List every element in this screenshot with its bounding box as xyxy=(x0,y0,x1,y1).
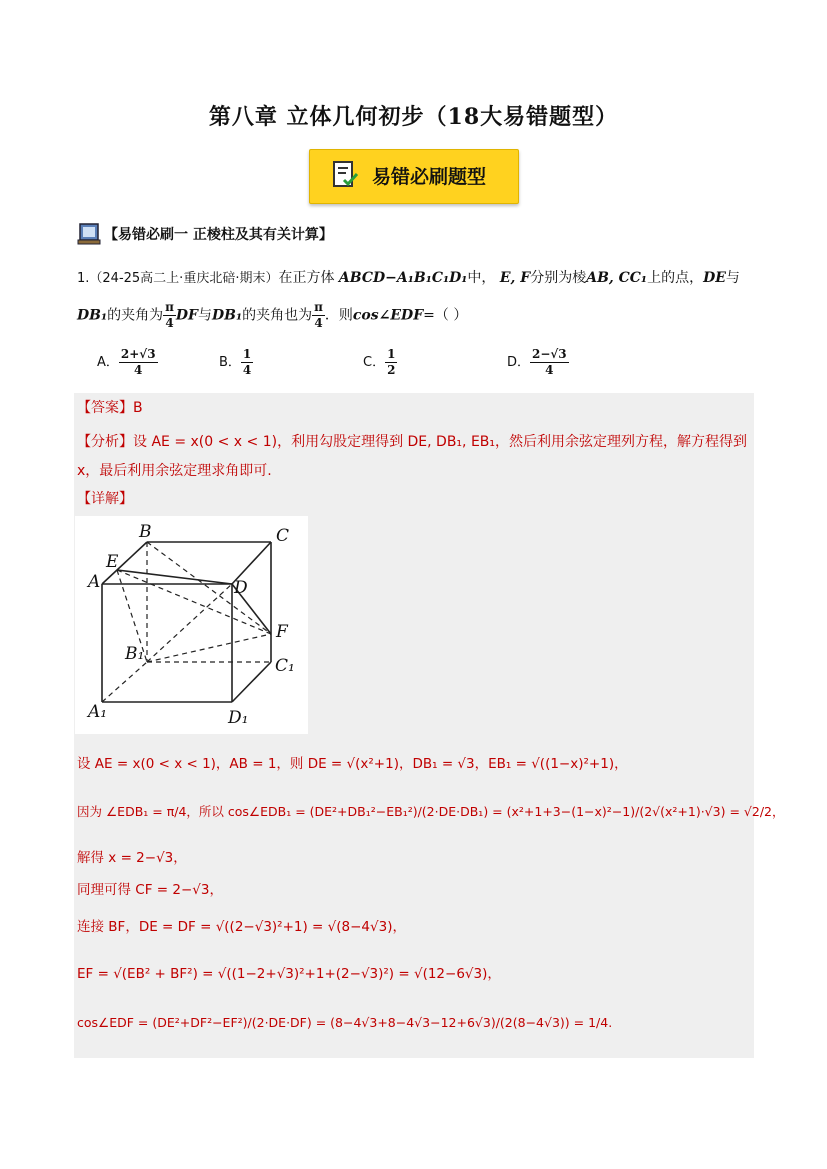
text: ．则 xyxy=(324,307,353,324)
label-a1: A₁ xyxy=(88,702,108,722)
text: 的夹角为 xyxy=(107,307,164,324)
segment-db1: DB₁ xyxy=(212,307,243,324)
text: 在正方体 xyxy=(278,270,335,286)
analysis-block xyxy=(77,428,747,486)
edges: AB, CC₁ xyxy=(586,270,648,286)
cube-name: ABCD−A₁B₁C₁D₁ xyxy=(338,270,468,286)
text: 上的点， xyxy=(647,270,704,286)
label-c: C xyxy=(276,526,290,546)
label-a: A xyxy=(88,572,101,592)
analysis-text-2: x，最后利用余弦定理求角即可. xyxy=(77,463,272,479)
book-icon xyxy=(77,222,103,250)
solution-line-7: cos∠EDF = (DE²+DF²−EF²)/(2·DE·DF) = (8−4√3+8−4√3−12+6√3)/(2(8−4√3)) = 1/4. xyxy=(77,1015,613,1030)
banner-label: 易错必刷题型 xyxy=(372,166,487,188)
fraction-pi-4: $\frac{\pi}{4}$ xyxy=(165,300,174,330)
cos-edf: cos∠EDF xyxy=(352,307,424,324)
text: 与 xyxy=(725,270,740,286)
answer-line xyxy=(77,397,143,417)
label-c1: C₁ xyxy=(275,656,295,676)
solution-line-6: EF = √(EB² + BF²) = √((1−2+√3)²+1+(2−√3)²) = √(12−6√3)， xyxy=(77,966,501,982)
answer-label: 【答案】 xyxy=(77,400,133,416)
points-ef: E, F xyxy=(499,270,531,286)
label-b1: B₁ xyxy=(125,644,145,664)
analysis-text-1: 设 AE = x(0 < x < 1)，利用勾股定理得到 DE, DB₁, EB₁，然后利用余弦定理列方程，解方程得到 xyxy=(133,434,748,450)
text: 分别为棱 xyxy=(530,270,587,286)
page-title: 第八章 立体几何初步（18大易错题型） xyxy=(208,104,619,130)
fraction-pi-4: $\frac{\pi}{4}$ xyxy=(314,300,323,330)
option-a[interactable]: A． $\frac{2+√3}{4}$ xyxy=(97,347,156,377)
segment-df: DF xyxy=(175,307,198,324)
segment-db1: DB₁ xyxy=(77,307,108,324)
label-b: B xyxy=(139,522,152,542)
checklist-icon xyxy=(332,160,360,194)
text: =（ ） xyxy=(423,307,468,324)
solution-line-3: 解得 x = 2−√3， xyxy=(77,850,187,866)
cube-figure xyxy=(75,516,308,734)
solution-line-5: 连接 BF，DE = DF = √((2−√3)²+1) = √(8−4√3)， xyxy=(77,919,406,935)
text: 的夹角也为 xyxy=(242,307,313,324)
detail-label: 【详解】 xyxy=(77,491,133,507)
text: 与 xyxy=(198,307,212,324)
text: 中， xyxy=(467,270,496,286)
solution-line-2: 因为 ∠EDB₁ = π/4，所以 cos∠EDB₁ = (DE²+DB₁²−EB₁²)/(2·DE·DB₁) = (x²+1+3−(1−x)²−1)/(2√(x²+1)·√3) = √2/2， xyxy=(77,804,785,819)
segment-de: DE xyxy=(703,270,726,286)
option-c[interactable]: C． $\frac{1}{2}$ xyxy=(363,347,396,377)
option-b[interactable]: B． $\frac{1}{4}$ xyxy=(219,347,252,377)
solution-line-4: 同理可得 CF = 2−√3， xyxy=(77,882,223,898)
answer-value: B xyxy=(133,400,143,416)
section-banner xyxy=(309,149,519,204)
question-number: 1. xyxy=(77,271,90,286)
section-title: 【易错必刷一 正棱柱及其有关计算】 xyxy=(104,227,333,243)
question-source: （24-25高二上·重庆北碚·期末） xyxy=(89,271,279,286)
option-d[interactable]: D． $\frac{2-√3}{4}$ xyxy=(507,347,567,377)
question-line-1 xyxy=(77,267,740,287)
label-d: D xyxy=(234,578,248,598)
label-d1: D₁ xyxy=(228,708,249,728)
analysis-label: 【分析】 xyxy=(77,434,133,450)
question-line-2 xyxy=(77,300,467,331)
solution-line-1: 设 AE = x(0 < x < 1)，AB = 1，则 DE = √(x²+1)，DB₁ = √3，EB₁ = √((1−x)²+1)， xyxy=(77,756,628,772)
label-e: E xyxy=(106,552,119,572)
label-f: F xyxy=(276,622,288,642)
